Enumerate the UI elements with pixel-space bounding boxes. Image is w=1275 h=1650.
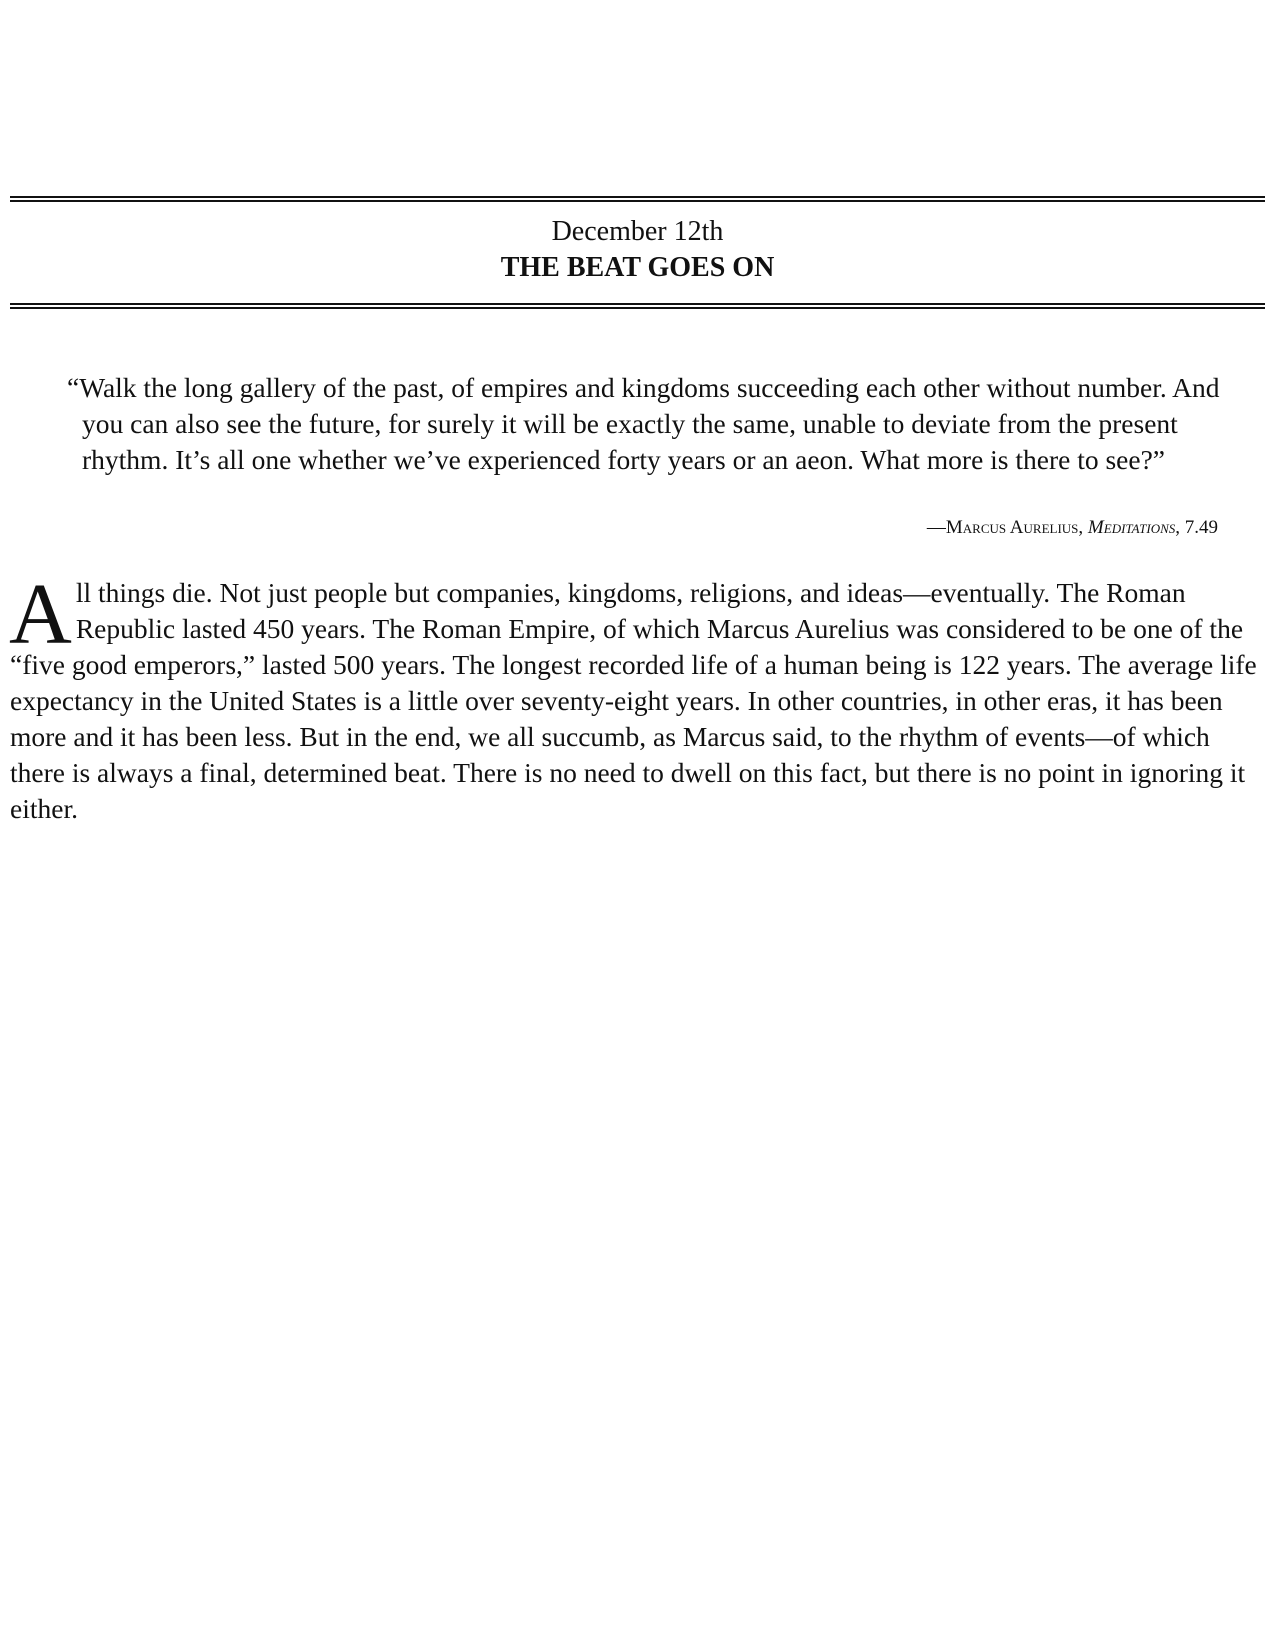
attribution-author: Marcus Aurelius <box>945 517 1079 538</box>
attribution-reference: , 7.49 <box>1175 517 1218 538</box>
entry-title: THE BEAT GOES ON <box>500 252 775 283</box>
epigraph-quote: “Walk the long gallery of the past, of empires and kingdoms succeeding each other without number. And you can also see the future, for surely it will be exactly the same, unable to deviate from the present rhythm. It’s all one whether we’ve experienced forty years or an aeon. What more is there to see?” <box>67 372 1220 475</box>
attribution-dash: — <box>926 517 946 538</box>
entry-date: December 12th <box>551 216 724 247</box>
epigraph-attribution <box>927 516 1218 540</box>
attribution-work: Meditations <box>1087 517 1176 538</box>
body-text: ll things die. Not just people but companies, kingdoms, religions, and ideas—eventually. The Roman Republic lasted 450 years. The Roman Empire, of which Marcus Aurelius was considered to be one of the “five good emperors,” lasted 500 years. The longest recorded life of a human being is 122 years. The average life expectancy in the United States is a little over seventy-eight years. In other countries, in other eras, it has been more and it has been less. But in the end, we all succumb, as Marcus said, to the rhythm of events—of which there is always a final, determined beat. There is no need to dwell on this fact, but there is no point in ignoring it either. <box>10 577 1257 824</box>
rule-line <box>10 303 1265 305</box>
rule-line <box>10 196 1265 198</box>
body-paragraph <box>9 565 1267 827</box>
header-top-double-rule <box>10 196 1265 202</box>
drop-cap: A <box>9 565 72 662</box>
rule-line <box>10 307 1265 309</box>
attribution-separator: , <box>1078 517 1088 538</box>
rule-line <box>10 200 1265 202</box>
header-bottom-double-rule <box>10 303 1265 309</box>
